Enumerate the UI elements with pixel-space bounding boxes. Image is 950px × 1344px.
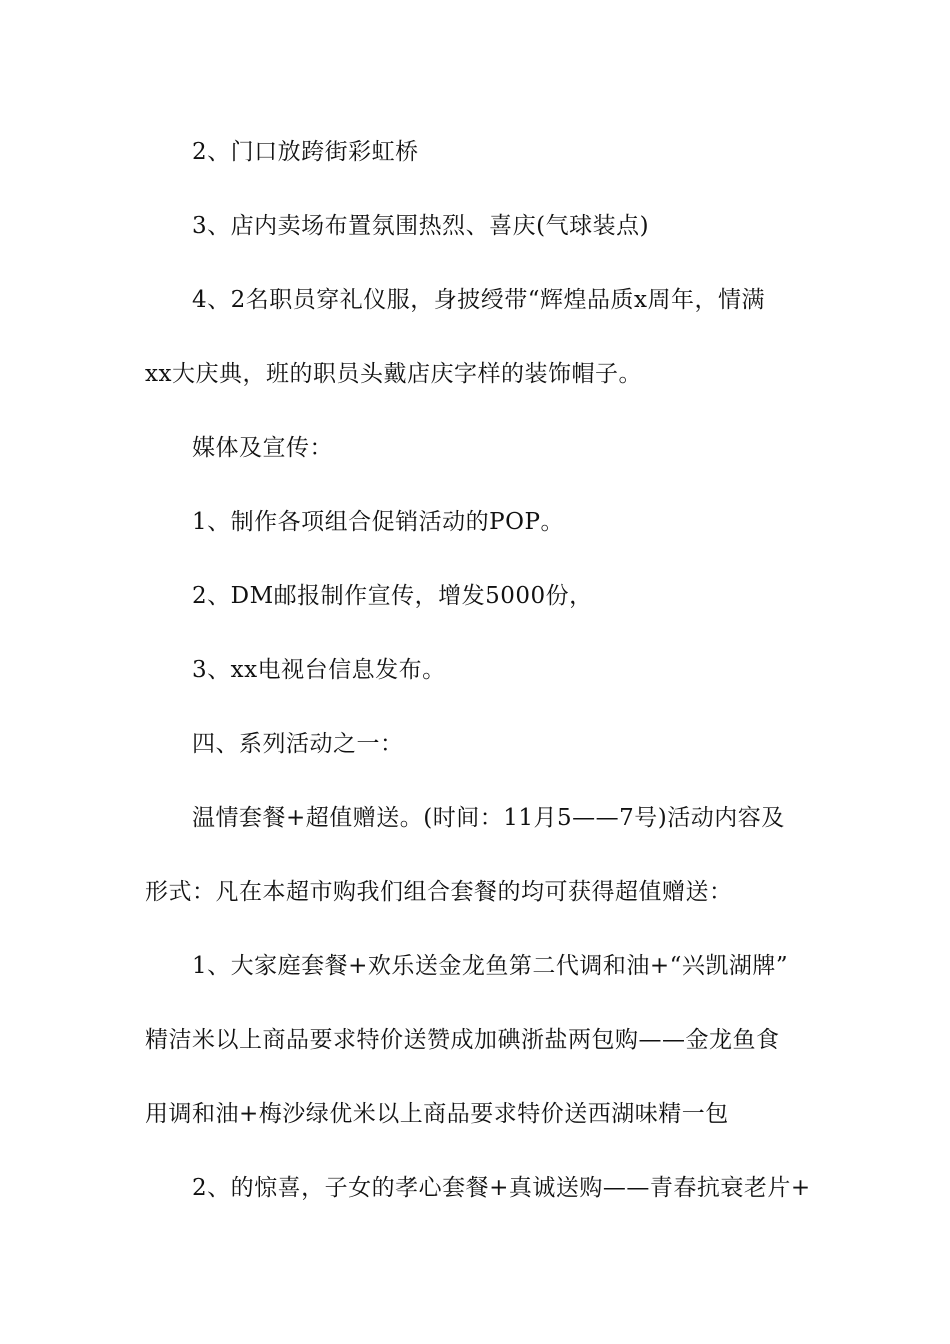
document-line: xx大庆典，班的职员头戴店庆字样的装饰帽子。 — [145, 361, 642, 387]
document-line: 1、制作各项组合促销活动的POP。 — [192, 509, 564, 535]
document-line: 2、DM邮报制作宣传，增发5000份， — [192, 583, 593, 609]
section-heading: 媒体及宣传： — [192, 435, 333, 461]
document-line: 3、xx电视台信息发布。 — [192, 657, 446, 683]
document-line: 用调和油+梅沙绿优米以上商品要求特价送西湖味精一包 — [145, 1101, 729, 1127]
document-line: 4、2名职员穿礼仪服，身披绶带“辉煌品质x周年，情满 — [192, 287, 765, 313]
document-line: 形式：凡在本超市购我们组合套餐的均可获得超值赠送： — [145, 879, 733, 905]
document-line: 3、店内卖场布置氛围热烈、喜庆(气球装点) — [192, 213, 650, 239]
document-line: 1、大家庭套餐+欢乐送金龙鱼第二代调和油+“兴凯湖牌” — [192, 953, 789, 979]
document-line: 2、的惊喜，子女的孝心套餐+真诚送购——青春抗衰老片+ — [192, 1175, 811, 1201]
section-heading: 四、系列活动之一： — [192, 731, 404, 757]
document-line: 2、门口放跨街彩虹桥 — [192, 139, 419, 165]
document-line: 温情套餐+超值赠送。(时间：11月5——7号)活动内容及 — [192, 805, 785, 831]
document-line: 精洁米以上商品要求特价送赞成加碘浙盐两包购——金龙鱼食 — [145, 1027, 780, 1053]
